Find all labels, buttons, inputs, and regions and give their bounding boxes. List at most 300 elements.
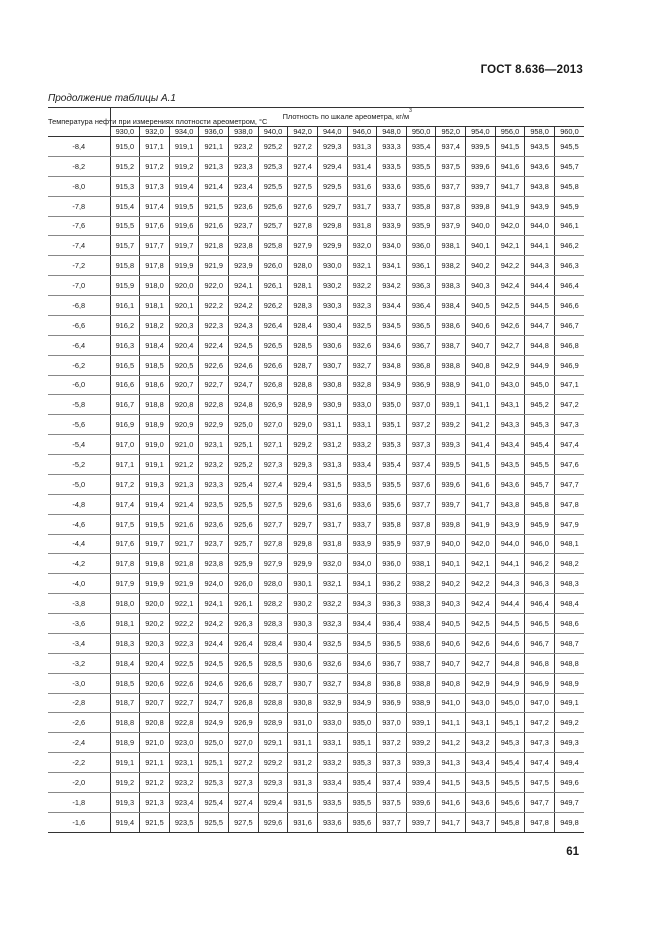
table-row — [48, 156, 584, 176]
density-cell: 933,3 — [377, 137, 407, 157]
density-cell: 937,0 — [406, 395, 436, 415]
density-cell: 924,1 — [199, 594, 229, 614]
density-cell: 922,5 — [169, 653, 199, 673]
density-cell: 924,7 — [229, 375, 259, 395]
density-cell: 937,8 — [406, 514, 436, 534]
density-cell: 922,8 — [169, 713, 199, 733]
density-cell: 946,2 — [525, 554, 555, 574]
page-number: 61 — [566, 846, 579, 858]
density-cell: 925,6 — [258, 196, 288, 216]
density-cell: 938,3 — [406, 594, 436, 614]
density-cell: 937,9 — [436, 216, 466, 236]
temperature-cell: -7,8 — [48, 196, 110, 216]
density-cell: 941,1 — [466, 395, 496, 415]
density-cell: 921,3 — [140, 792, 170, 812]
density-cell: 936,0 — [377, 554, 407, 574]
density-cell: 931,5 — [317, 474, 347, 494]
density-cell: 929,8 — [288, 534, 318, 554]
density-cell: 935,6 — [377, 494, 407, 514]
density-cell: 942,9 — [495, 355, 525, 375]
density-cell: 928,4 — [288, 315, 318, 335]
density-cell: 940,7 — [466, 335, 496, 355]
density-cell: 939,6 — [406, 792, 436, 812]
density-column-header: 958,0 — [525, 127, 555, 137]
density-cell: 943,5 — [466, 773, 496, 793]
table-body — [48, 137, 584, 833]
density-cell: 948,1 — [554, 534, 584, 554]
density-cell: 930,8 — [288, 693, 318, 713]
density-cell: 929,3 — [317, 137, 347, 157]
density-cell: 930,0 — [317, 256, 347, 276]
density-cell: 918,2 — [140, 315, 170, 335]
temperature-cell: -4,2 — [48, 554, 110, 574]
density-cell: 930,1 — [288, 574, 318, 594]
density-cell: 925,1 — [229, 435, 259, 455]
density-cell: 921,2 — [169, 455, 199, 475]
density-cell: 931,0 — [288, 713, 318, 733]
density-cell: 928,8 — [258, 693, 288, 713]
density-cell: 944,0 — [525, 216, 555, 236]
table-row — [48, 673, 584, 693]
density-cell: 935,3 — [347, 753, 377, 773]
density-cell: 942,2 — [495, 256, 525, 276]
density-cell: 921,7 — [169, 534, 199, 554]
density-cell: 926,6 — [229, 673, 259, 693]
table-row — [48, 315, 584, 335]
density-cell: 927,6 — [288, 196, 318, 216]
density-cell: 946,3 — [554, 256, 584, 276]
table-caption: Продолжение таблицы А.1 — [48, 93, 176, 104]
density-cell: 942,6 — [495, 315, 525, 335]
density-cell: 925,4 — [229, 474, 259, 494]
density-cell: 921,1 — [140, 753, 170, 773]
density-cell: 927,7 — [258, 514, 288, 534]
density-cell: 944,5 — [495, 614, 525, 634]
density-column-header: 944,0 — [317, 127, 347, 137]
density-cell: 941,1 — [436, 713, 466, 733]
density-cell: 916,2 — [110, 315, 140, 335]
density-column-header: 954,0 — [466, 127, 496, 137]
temperature-cell: -2,2 — [48, 753, 110, 773]
density-cell: 932,6 — [317, 653, 347, 673]
density-cell: 928,9 — [258, 713, 288, 733]
density-cell: 938,8 — [406, 673, 436, 693]
temperature-cell: -1,8 — [48, 792, 110, 812]
density-cell: 926,1 — [229, 594, 259, 614]
table-row — [48, 574, 584, 594]
density-cell: 937,7 — [377, 812, 407, 832]
temperature-cell: -3,6 — [48, 614, 110, 634]
density-cell: 943,8 — [495, 494, 525, 514]
density-cell: 938,7 — [436, 335, 466, 355]
density-cell: 934,1 — [347, 574, 377, 594]
density-cell: 923,4 — [169, 792, 199, 812]
density-cell: 922,3 — [199, 315, 229, 335]
density-cell: 928,5 — [258, 653, 288, 673]
table-row — [48, 494, 584, 514]
table-row — [48, 256, 584, 276]
density-column-header: 950,0 — [406, 127, 436, 137]
density-cell: 925,2 — [229, 455, 259, 475]
density-cell: 926,0 — [229, 574, 259, 594]
density-cell: 937,5 — [436, 156, 466, 176]
density-cell: 928,9 — [288, 395, 318, 415]
density-cell: 937,4 — [377, 773, 407, 793]
density-cell: 942,1 — [466, 554, 496, 574]
temperature-cell: -7,6 — [48, 216, 110, 236]
density-cell: 926,1 — [258, 276, 288, 296]
temperature-cell: -8,4 — [48, 137, 110, 157]
density-cell: 920,8 — [140, 713, 170, 733]
density-cell: 942,9 — [466, 673, 496, 693]
density-cell: 933,2 — [347, 435, 377, 455]
density-cell: 926,2 — [258, 296, 288, 316]
density-cell: 923,8 — [229, 236, 259, 256]
density-cell: 920,5 — [169, 355, 199, 375]
temperature-cell: -1,6 — [48, 812, 110, 832]
density-cell: 943,6 — [466, 792, 496, 812]
density-cell: 933,9 — [347, 534, 377, 554]
density-cell: 943,0 — [495, 375, 525, 395]
density-cell: 943,1 — [495, 395, 525, 415]
density-cell: 943,7 — [466, 812, 496, 832]
density-cell: 925,4 — [199, 792, 229, 812]
density-cell: 921,1 — [199, 137, 229, 157]
temperature-cell: -2,6 — [48, 713, 110, 733]
density-cell: 922,2 — [169, 614, 199, 634]
density-cell: 946,9 — [525, 673, 555, 693]
density-cell: 916,6 — [110, 375, 140, 395]
table-row — [48, 812, 584, 832]
density-cell: 929,9 — [317, 236, 347, 256]
density-cell: 933,6 — [347, 494, 377, 514]
density-cell: 944,5 — [525, 296, 555, 316]
density-cell: 925,3 — [199, 773, 229, 793]
density-cell: 937,3 — [377, 753, 407, 773]
table-row — [48, 435, 584, 455]
density-cell: 923,1 — [169, 753, 199, 773]
density-cell: 927,2 — [288, 137, 318, 157]
density-cell: 935,8 — [406, 196, 436, 216]
table-row — [48, 415, 584, 435]
density-cell: 929,4 — [317, 156, 347, 176]
temperature-column-header: Температура нефти при измерениях плотности ареометром, °С — [48, 108, 110, 137]
density-cell: 941,6 — [495, 156, 525, 176]
density-cell: 917,1 — [110, 455, 140, 475]
density-cell: 918,5 — [110, 673, 140, 693]
density-cell: 927,8 — [288, 216, 318, 236]
density-cell: 916,9 — [110, 415, 140, 435]
density-cell: 932,2 — [317, 594, 347, 614]
density-cell: 929,8 — [317, 216, 347, 236]
density-cell: 942,7 — [466, 653, 496, 673]
density-cell: 948,8 — [554, 653, 584, 673]
density-cell: 935,5 — [377, 474, 407, 494]
temperature-cell: -3,8 — [48, 594, 110, 614]
density-cell: 934,8 — [347, 673, 377, 693]
density-cell: 920,0 — [140, 594, 170, 614]
density-cell: 924,3 — [229, 315, 259, 335]
density-cell: 929,7 — [317, 196, 347, 216]
density-cell: 923,6 — [229, 196, 259, 216]
table-row — [48, 375, 584, 395]
density-cell: 945,7 — [554, 156, 584, 176]
density-cell: 919,7 — [140, 534, 170, 554]
density-cell: 929,3 — [288, 455, 318, 475]
density-cell: 918,1 — [110, 614, 140, 634]
density-cell: 916,3 — [110, 335, 140, 355]
temperature-cell: -6,6 — [48, 315, 110, 335]
density-cell: 931,1 — [317, 415, 347, 435]
temperature-cell: -5,8 — [48, 395, 110, 415]
density-cell: 925,3 — [258, 156, 288, 176]
density-cell: 943,6 — [525, 156, 555, 176]
table-row — [48, 137, 584, 157]
density-cell: 947,0 — [525, 693, 555, 713]
density-cell: 921,0 — [140, 733, 170, 753]
density-cell: 928,7 — [258, 673, 288, 693]
density-cell: 941,9 — [466, 514, 496, 534]
density-cell: 926,4 — [258, 315, 288, 335]
density-cell: 935,6 — [406, 176, 436, 196]
density-cell: 931,3 — [347, 137, 377, 157]
density-cell: 939,1 — [436, 395, 466, 415]
density-cell: 925,2 — [258, 137, 288, 157]
density-cell: 945,8 — [525, 494, 555, 514]
table-row — [48, 276, 584, 296]
density-cell: 944,6 — [495, 633, 525, 653]
table-row — [48, 773, 584, 793]
density-cell: 933,5 — [377, 156, 407, 176]
density-cell: 939,7 — [436, 494, 466, 514]
table-row — [48, 753, 584, 773]
density-cell: 917,6 — [140, 216, 170, 236]
density-cell: 945,7 — [525, 474, 555, 494]
density-cell: 942,1 — [495, 236, 525, 256]
density-cell: 941,4 — [466, 435, 496, 455]
density-cell: 919,1 — [110, 753, 140, 773]
density-cell: 925,7 — [258, 216, 288, 236]
temperature-cell: -4,4 — [48, 534, 110, 554]
density-cell: 941,7 — [466, 494, 496, 514]
density-cell: 925,9 — [229, 554, 259, 574]
density-cell: 919,3 — [140, 474, 170, 494]
density-cell: 927,8 — [258, 534, 288, 554]
density-cell: 927,4 — [258, 474, 288, 494]
density-cell: 928,3 — [288, 296, 318, 316]
density-cell: 944,8 — [495, 653, 525, 673]
density-cell: 922,9 — [199, 415, 229, 435]
density-cell: 933,5 — [347, 474, 377, 494]
density-cell: 931,6 — [317, 494, 347, 514]
density-cell: 930,4 — [317, 315, 347, 335]
table-row — [48, 614, 584, 634]
density-cell: 921,8 — [199, 236, 229, 256]
density-cell: 925,7 — [229, 534, 259, 554]
density-cell: 938,2 — [436, 256, 466, 276]
density-cell: 946,0 — [525, 534, 555, 554]
density-cell: 935,0 — [347, 713, 377, 733]
density-cell: 929,6 — [258, 812, 288, 832]
density-cell: 924,6 — [229, 355, 259, 375]
density-cell: 931,8 — [347, 216, 377, 236]
density-cell: 919,5 — [169, 196, 199, 216]
density-cell: 944,9 — [525, 355, 555, 375]
density-cell: 924,2 — [199, 614, 229, 634]
density-cell: 945,5 — [525, 455, 555, 475]
temperature-cell: -5,6 — [48, 415, 110, 435]
density-cell: 921,4 — [199, 176, 229, 196]
density-cell: 944,7 — [525, 315, 555, 335]
density-cell: 941,3 — [436, 753, 466, 773]
density-cell: 924,1 — [229, 276, 259, 296]
density-cell: 922,8 — [199, 395, 229, 415]
density-cell: 930,6 — [288, 653, 318, 673]
density-cell: 923,3 — [229, 156, 259, 176]
density-cell: 923,7 — [229, 216, 259, 236]
density-cell: 949,3 — [554, 733, 584, 753]
table-row — [48, 554, 584, 574]
temperature-cell: -7,4 — [48, 236, 110, 256]
density-cell: 919,2 — [110, 773, 140, 793]
density-cell: 941,6 — [466, 474, 496, 494]
density-cell: 938,7 — [406, 653, 436, 673]
density-cell: 939,7 — [466, 176, 496, 196]
density-cell: 921,6 — [169, 514, 199, 534]
density-cell: 937,2 — [377, 733, 407, 753]
density-cell: 935,5 — [406, 156, 436, 176]
density-cell: 931,4 — [347, 156, 377, 176]
density-cell: 938,3 — [436, 276, 466, 296]
density-cell: 937,4 — [436, 137, 466, 157]
density-cell: 920,2 — [140, 614, 170, 634]
density-cell: 931,2 — [317, 435, 347, 455]
density-cell: 927,9 — [288, 236, 318, 256]
density-cell: 934,8 — [377, 355, 407, 375]
density-cell: 936,5 — [406, 315, 436, 335]
density-cell: 924,7 — [199, 693, 229, 713]
temperature-cell: -2,0 — [48, 773, 110, 793]
density-cell: 927,5 — [288, 176, 318, 196]
density-cell: 923,2 — [229, 137, 259, 157]
density-cell: 940,5 — [466, 296, 496, 316]
density-cell: 944,3 — [495, 574, 525, 594]
density-cell: 941,7 — [495, 176, 525, 196]
temperature-cell: -4,0 — [48, 574, 110, 594]
density-cell: 934,3 — [347, 594, 377, 614]
density-cell: 941,5 — [466, 455, 496, 475]
density-cell: 936,4 — [377, 614, 407, 634]
density-cell: 918,4 — [110, 653, 140, 673]
density-cell: 946,1 — [554, 216, 584, 236]
density-cell: 941,0 — [466, 375, 496, 395]
density-cell: 936,9 — [406, 375, 436, 395]
density-cell: 943,8 — [525, 176, 555, 196]
density-cell: 938,4 — [406, 614, 436, 634]
density-cell: 944,1 — [495, 554, 525, 574]
temperature-cell: -6,0 — [48, 375, 110, 395]
density-cell: 921,4 — [169, 494, 199, 514]
density-cell: 949,6 — [554, 773, 584, 793]
density-cell: 945,5 — [495, 773, 525, 793]
density-cell: 917,9 — [110, 574, 140, 594]
density-cell: 942,7 — [495, 335, 525, 355]
density-cell: 928,1 — [288, 276, 318, 296]
density-cell: 940,3 — [436, 594, 466, 614]
table-row — [48, 514, 584, 534]
density-cell: 934,2 — [377, 276, 407, 296]
density-cell: 918,5 — [140, 355, 170, 375]
density-column-header: 934,0 — [169, 127, 199, 137]
density-cell: 936,8 — [377, 673, 407, 693]
density-cell: 926,5 — [258, 335, 288, 355]
density-cell: 924,4 — [199, 633, 229, 653]
density-cell: 945,6 — [495, 792, 525, 812]
density-cell: 941,2 — [466, 415, 496, 435]
density-cell: 937,3 — [406, 435, 436, 455]
density-cell: 934,5 — [347, 633, 377, 653]
density-cell: 919,9 — [140, 574, 170, 594]
density-cell: 915,9 — [110, 276, 140, 296]
density-cell: 926,5 — [229, 653, 259, 673]
density-table — [48, 107, 584, 833]
density-cell: 936,4 — [406, 296, 436, 316]
density-cell: 928,3 — [258, 614, 288, 634]
density-cell: 928,5 — [288, 335, 318, 355]
temperature-cell: -8,2 — [48, 156, 110, 176]
density-cell: 934,6 — [377, 335, 407, 355]
density-cell: 947,4 — [525, 753, 555, 773]
temperature-cell: -4,8 — [48, 494, 110, 514]
temperature-cell: -7,0 — [48, 276, 110, 296]
density-cell: 928,0 — [258, 574, 288, 594]
density-column-header: 946,0 — [347, 127, 377, 137]
density-cell: 933,2 — [317, 753, 347, 773]
density-cell: 933,6 — [377, 176, 407, 196]
density-cell: 946,4 — [554, 276, 584, 296]
density-cell: 917,1 — [140, 137, 170, 157]
density-cell: 926,8 — [258, 375, 288, 395]
density-cell: 916,5 — [110, 355, 140, 375]
table-row — [48, 335, 584, 355]
density-cell: 937,6 — [406, 474, 436, 494]
density-cell: 925,0 — [199, 733, 229, 753]
density-cell: 947,4 — [554, 435, 584, 455]
density-cell: 928,0 — [288, 256, 318, 276]
density-cell: 937,8 — [436, 196, 466, 216]
density-cell: 923,7 — [199, 534, 229, 554]
density-cell: 924,2 — [229, 296, 259, 316]
density-cell: 928,7 — [288, 355, 318, 375]
density-cell: 932,8 — [347, 375, 377, 395]
density-cell: 915,3 — [110, 176, 140, 196]
density-cell: 938,8 — [436, 355, 466, 375]
density-column-headers — [48, 127, 584, 137]
density-cell: 930,3 — [288, 614, 318, 634]
density-cell: 927,4 — [288, 156, 318, 176]
density-cell: 919,4 — [140, 494, 170, 514]
density-cell: 924,8 — [229, 395, 259, 415]
density-cell: 940,2 — [466, 256, 496, 276]
density-cell: 939,6 — [466, 156, 496, 176]
density-cell: 942,6 — [466, 633, 496, 653]
density-cell: 939,5 — [436, 455, 466, 475]
density-cell: 924,6 — [199, 673, 229, 693]
density-cell: 915,0 — [110, 137, 140, 157]
density-cell: 935,5 — [347, 792, 377, 812]
table-row — [48, 792, 584, 812]
table-row — [48, 653, 584, 673]
